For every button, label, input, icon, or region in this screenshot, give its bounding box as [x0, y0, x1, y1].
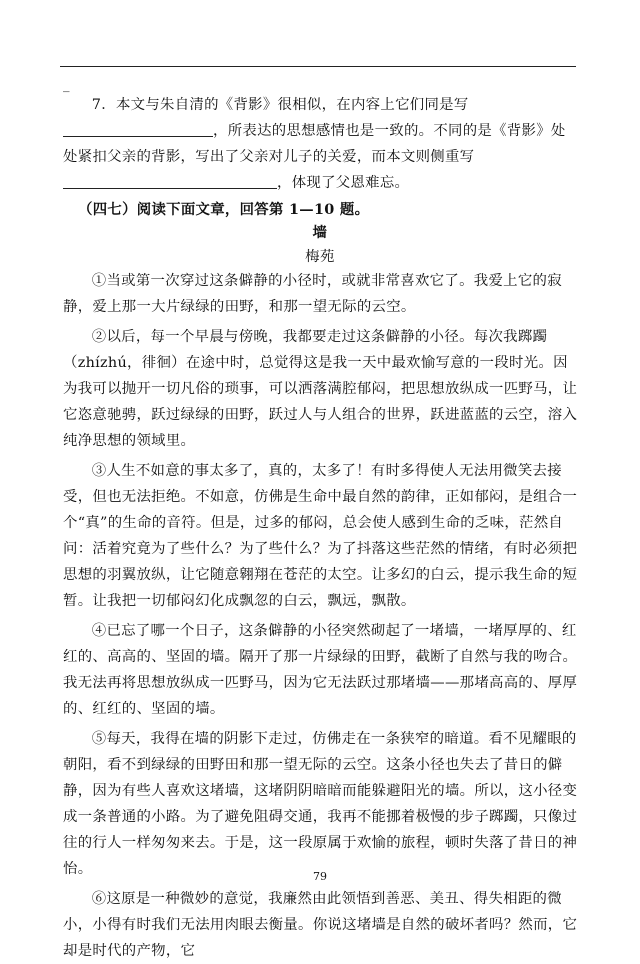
header-rule	[60, 66, 576, 67]
paragraph-6: ⑥这原是一种微妙的意觉，我廉然由此领悟到善恶、美丑、得失相距的微小，小得有时我们无法用肉眼去衡量。你说这堵墙是自然的破坏者吗？然而，它却是时代的产物，它	[63, 891, 578, 959]
question-7	[63, 92, 579, 196]
section-heading: （四七）阅读下面文章，回答第 1—10 题。	[78, 201, 370, 218]
paragraph-5: ⑤每天，我得在墙的阴影下走过，仿佛走在一条狭窄的暗道。看不见耀眼的朝阳，看不到绿绿的田野田和那一望无际的云空。这条小径也失去了昔日的僻静，因为有些人喜欢这堵墙，这堵阴阴暗暗而能躲避阳光的墙。所以，这小径变成一条普通的小路。为了避免阻碍交通，我再不能挪着极慢的步子踯躅，只像过往的行人一样匆匆来去。于是，这一段原属于欢愉的旅程，顿时失落了昔日的神怡。	[63, 731, 578, 877]
answer-blank-2[interactable]	[63, 174, 277, 189]
question-7-part1: 7．本文与朱自清的《背影》很相似，在内容上它们同是写	[91, 97, 469, 113]
question-7-text	[63, 92, 579, 196]
paragraph-3: ③人生不如意的事太多了，真的，太多了！有时多得使人无法用微笑去接受，但也无法拒绝。不如意，仿佛是生命中最自然的韵律，正如郁闷，是组合一个“真”的生命的音符。但是，过多的郁闷，总会使人感到生命的乏味，茫然自问：活着究竟为了些什么？为了些什么？为了抖落这些茫然的情绪，有时必须把思想的羽翼放纵，让它随意翱翔在苍茫的太空。让多幻的白云，提示我生命的短暂。让我把一切郁闷幻化成飘忽的白云，飘远，飘散。	[63, 463, 578, 609]
answer-blank-1[interactable]	[63, 122, 213, 137]
page-number: 79	[313, 870, 327, 883]
article-title: 墙	[312, 224, 328, 241]
article-author: 梅苑	[305, 249, 335, 265]
paragraph-2: ②以后，每一个早晨与傍晚，我都要走过这条僻静的小径。每次我踯躅（zhízhú，徘徊）在途中时，总觉得这是我一天中最欢愉写意的一段时光。因为我可以抛开一切凡俗的琐事，可以洒落满腔郁闷，把思想放纵成一匹野马，让它恣意驰骋，跃过绿绿的田野，跃过人与人组合的世界，跃进蓝蓝的云空，溶入纯净思想的领域里。	[63, 329, 578, 449]
question-7-part3: ，体现了父恩难忘。	[277, 175, 410, 191]
article-body	[63, 268, 579, 964]
question-7-part2: ，所表达的思想感情也是一致的。不同的是《背影》处处紧扣父亲的背影，写出了父亲对儿子的关爱，而本文则侧重写	[63, 123, 566, 165]
stray-dash: _	[63, 78, 70, 93]
paragraph-4: ④已忘了哪一个日子，这条僻静的小径突然砌起了一堵墙，一堵厚厚的、红红的、高高的、坚固的墙。隔开了那一片绿绿的田野，截断了自然与我的吻合。我无法再将思想放纵成一匹野马，因为它无法跃过那堵墙——那堵高高的、厚厚的、红红的、坚固的墙。	[63, 623, 578, 717]
paragraph-1: ①当或第一次穿过这条僻静的小径时，或就非常喜欢它了。我爱上它的寂静，爱上那一大片绿绿的田野，和那一望无际的云空。	[63, 273, 562, 315]
